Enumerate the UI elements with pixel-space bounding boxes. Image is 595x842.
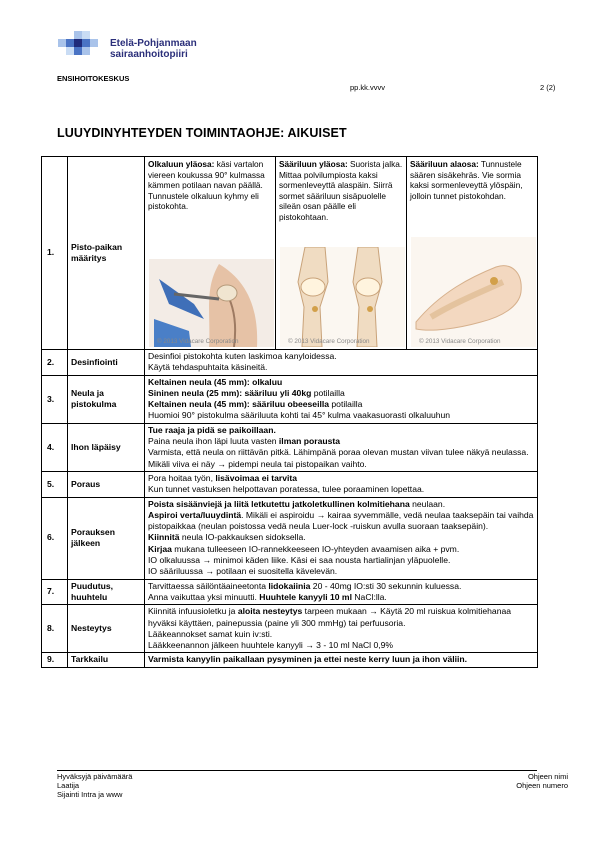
step-label: Desinfiointi [68,350,145,376]
department-name: ENSIHOITOKESKUS [57,74,130,83]
step-content: Kiinnitä infuusioletku ja aloita nesteytys tarpeen mukaan → Käytä 20 ml ruiskua kolmitiehanaa hyväksi käyttäen, painepussia (paine yli 300 mmHg) tai perfuusoria. Lääkeannokset samat kuin iv:sti. Lääkkeenannon jälkeen huuhtele kanyyli → 3 - 10 ml NaCl 0,9% [145,605,538,653]
table-row [42,375,538,423]
step-content: Tue raaja ja pidä se paikoillaan. Paina neula ihon läpi luuta vasten ilman porausta Varmista, että neula on riittävän pitkä. Lähimpänä poraa olevan mustan viivan tulee näkyä neulassa. Mikäli viiva ei näy → pidempi neula tai pistopaikan vaihto. [145,423,538,471]
hospital-logo-icon [58,31,108,59]
step-number: 8. [42,605,68,653]
footer-right: Ohjeen nimi Ohjeen numero [516,772,568,790]
step-label: Neula ja pistokulma [68,375,145,423]
table-row [42,497,538,579]
step-number: 5. [42,471,68,497]
puncture-sites [145,157,537,349]
humerus-illustration-icon [149,259,274,347]
step-label: Pisto-paikan määritys [68,157,145,350]
step-content: Tarvittaessa säilöntäaineetonta lidokaiinia 20 - 40mg IO:sti 30 sekunnin kuluessa. Anna vaikuttaa yksi minuutti. Huuhtele kanyyli 10 ml NaCl:lla. [145,579,538,605]
step-content: Poista sisäänviejä ja liitä letkutettu jatkoletkullinen kolmitiehana neulaan. Aspiroi verta/luuydintä. Mikäli ei aspiroidu → kairaa syvemmälle, vedä neulaa taaksepäin tai vaihda pistopaikkaa (neulan poistossa vedä neula Luer-lock -ruiskun avulla suoraan taaksepäin). Kiinnitä neula IO-pakkauksen sidoksella. Kirjaa mukana tulleeseen IO-rannekkeeseen IO-yhteyden avaamisen aika + pvm. IO olkaluussa → minimoi käden liike. Käsi ei saa nousta hartialinjan yläpuolelle. IO sääriluussa → potilaan ei suositella kävelevän. [145,497,538,579]
table-row [42,157,538,350]
page-number: 2 (2) [540,83,556,92]
step-number: 2. [42,350,68,376]
step-number: 7. [42,579,68,605]
site-distal-tibia: Sääriluun alaosa: Tunnustele säären sisäkehräs. Vie sormia kaksi sormenleveyttä ylöspäin, jolloin tunnet pistokohdan. © 2013 Vidacare Corporation [406,157,537,349]
table-row [42,579,538,605]
step-label: Puudutus, huuhtelu [68,579,145,605]
table-row [42,605,538,653]
table-row [42,653,538,667]
table-row [42,423,538,471]
step-content: Desinfioi pistokohta kuten laskimoa kanyloidessa. Käytä tehdaspuhtaita käsineitä. [145,350,538,376]
document-date: pp.kk.vvvv [350,83,386,92]
page-title: LUUYDINYHTEYDEN TOIMINTAOHJE: AIKUISET [57,126,347,140]
step-label: Ihon läpäisy [68,423,145,471]
step-content: Pora hoitaa työn, lisävoimaa ei tarvita Kun tunnet vastuksen helpottavan poratessa, tulee poraaminen lopettaa. [145,471,538,497]
table-row [42,471,538,497]
image-credit: © 2013 Vidacare Corporation [419,337,501,345]
instruction-table [41,156,538,668]
step-number: 9. [42,653,68,667]
step-number: 6. [42,497,68,579]
step-content: Keltainen neula (45 mm): olkaluu Sininen neula (25 mm): sääriluu yli 40kg potilailla Keltainen neula (45 mm): sääriluu obeeseilla potilailla Huomioi 90° pistokulma sääriluuta kohti tai 45° kulma vaakasuorasti olkaluuhun [145,375,538,423]
step-number: 4. [42,423,68,471]
step-label: Tarkkailu [68,653,145,667]
step-number: 3. [42,375,68,423]
step-label: Nesteytys [68,605,145,653]
step-number: 1. [42,157,68,350]
step-label: Poraus [68,471,145,497]
knee-illustration-icon [280,247,405,347]
site-humerus: Olkaluun yläosa: käsi vartalon viereen koukussa 90° kulmassa kämmen potilaan navan päällä. Tunnustele olkaluun kyhmy eli pistokohta. © 2013 Vidacare Corporation [145,157,275,349]
step-label: Porauksen jälkeen [68,497,145,579]
organization-name: Etelä-Pohjanmaan sairaanhoitopiiri [110,38,197,60]
footer-left: Hyväksyjä päivämäärä Laatija Sijainti Intra ja www [57,772,133,799]
footer-divider [57,770,537,771]
site-proximal-tibia: Sääriluun yläosa: Suorista jalka. Mittaa polvilumpiosta kaksi sormenleveyttä alaspäin. Siirrä sormet sääriluun sisäpuolelle sileän osan päälle eli pistokohtaan. © 2013 Vidacare Corporation [275,157,406,349]
image-credit: © 2013 Vidacare Corporation [288,337,370,345]
step-content: Varmista kanyylin paikallaan pysyminen ja ettei neste kerry luun ja ihon väliin. [145,653,538,667]
table-row [42,350,538,376]
ankle-illustration-icon [411,237,536,347]
image-credit: © 2013 Vidacare Corporation [157,337,239,345]
